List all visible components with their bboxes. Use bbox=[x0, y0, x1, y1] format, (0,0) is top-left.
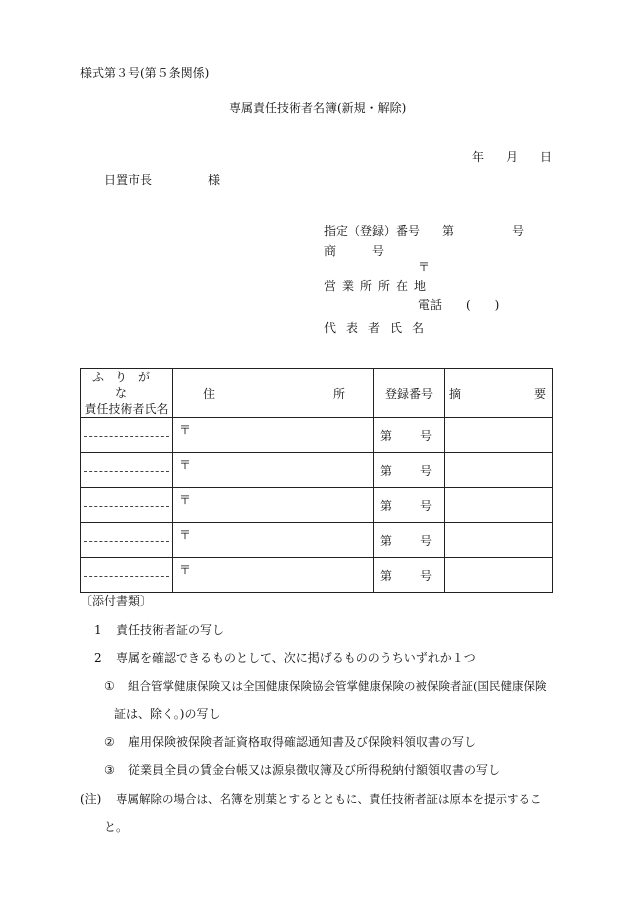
row-name-cell[interactable] bbox=[81, 523, 173, 558]
attachment-1-number: 1 bbox=[94, 623, 102, 637]
sub-item-1-text: 組合管掌健康保険又は全国健康保険協会管掌健康保険の被保険者証(国民健康保険 bbox=[128, 679, 547, 693]
table-row bbox=[81, 488, 553, 523]
attachment-2-number: 2 bbox=[94, 651, 102, 665]
header-address-right: 所 bbox=[332, 386, 345, 401]
row-remarks-cell[interactable] bbox=[445, 523, 553, 558]
sub-item-3-text: 従業員全員の賃金台帳又は源泉徴収簿及び所得税納付額領収書の写し bbox=[128, 763, 501, 777]
row-address-cell[interactable] bbox=[173, 488, 374, 523]
date-month: 月 bbox=[506, 150, 519, 164]
row-postal-mark: 〒 bbox=[179, 458, 192, 472]
table-row bbox=[81, 453, 553, 488]
attachment-1-text: 責任技術者証の写し bbox=[116, 623, 225, 637]
sub-item-1-text-cont: 証は、除く。)の写し bbox=[114, 707, 221, 721]
date-day: 日 bbox=[540, 150, 553, 164]
attachment-2-text: 専属を確認できるものとして、次に掲げるもののうちいずれか１つ bbox=[116, 651, 476, 665]
designation-prefix: 第 bbox=[442, 224, 455, 238]
table-row bbox=[81, 523, 553, 558]
row-remarks-cell[interactable] bbox=[445, 418, 553, 453]
row-num-suffix: 号 bbox=[419, 428, 432, 443]
header-name bbox=[81, 369, 173, 418]
attachments-heading: 〔添付書類〕 bbox=[80, 594, 153, 608]
row-regnum-cell[interactable] bbox=[374, 558, 445, 593]
table-row bbox=[81, 418, 553, 453]
note-label: (注) bbox=[80, 792, 102, 806]
header-remarks bbox=[445, 369, 553, 418]
row-address-cell[interactable] bbox=[173, 523, 374, 558]
phone-label: 電話 bbox=[418, 298, 443, 312]
date-year: 年 bbox=[472, 150, 485, 164]
table-row bbox=[81, 558, 553, 593]
row-remarks-cell[interactable] bbox=[445, 488, 553, 523]
row-regnum-cell[interactable] bbox=[374, 488, 445, 523]
row-name-cell[interactable] bbox=[81, 488, 173, 523]
row-postal-mark: 〒 bbox=[179, 493, 192, 507]
trade-name-label: 商 号 bbox=[324, 244, 385, 258]
header-engineer-name: 責任技術者氏名 bbox=[84, 402, 169, 416]
office-address-label: 営業所所在地 bbox=[324, 279, 433, 293]
form-title: 専属責任技術者名簿(新規・解除) bbox=[229, 101, 407, 115]
sub-item-3-number: ③ bbox=[104, 763, 115, 777]
header-remarks-right: 要 bbox=[533, 386, 546, 401]
phone-parens: ( ) bbox=[466, 298, 500, 312]
row-postal-mark: 〒 bbox=[179, 423, 192, 437]
table-header-row bbox=[81, 369, 553, 418]
row-remarks-cell[interactable] bbox=[445, 558, 553, 593]
row-name-cell[interactable] bbox=[81, 453, 173, 488]
row-num-prefix: 第 bbox=[380, 463, 393, 478]
designation-label: 指定（登録）番号 bbox=[324, 224, 421, 238]
representative-label: 代表者氏名 bbox=[324, 321, 435, 335]
row-regnum-cell[interactable] bbox=[374, 453, 445, 488]
row-remarks-cell[interactable] bbox=[445, 453, 553, 488]
addressee-honorific: 様 bbox=[208, 173, 221, 187]
row-num-suffix: 号 bbox=[419, 463, 432, 478]
addressee-name: 日置市長 bbox=[104, 173, 153, 187]
form-number: 様式第３号(第５条関係) bbox=[80, 66, 210, 80]
header-remarks-left: 摘 bbox=[449, 386, 462, 401]
row-num-prefix: 第 bbox=[380, 498, 393, 513]
row-regnum-cell[interactable] bbox=[374, 523, 445, 558]
row-num-prefix: 第 bbox=[380, 428, 393, 443]
sub-item-2-text: 雇用保険被保険者証資格取得確認通知書及び保険料領収書の写し bbox=[128, 735, 477, 749]
note-text-cont: と。 bbox=[104, 820, 129, 834]
header-regnum: 登録番号 bbox=[374, 369, 445, 418]
sub-item-2-number: ② bbox=[104, 735, 115, 749]
header-furigana: ふりがな bbox=[91, 370, 161, 400]
row-num-prefix: 第 bbox=[380, 533, 393, 548]
postal-mark: 〒 bbox=[418, 260, 431, 274]
row-name-cell[interactable] bbox=[81, 558, 173, 593]
row-address-cell[interactable] bbox=[173, 418, 374, 453]
row-name-cell[interactable] bbox=[81, 418, 173, 453]
row-postal-mark: 〒 bbox=[179, 528, 192, 542]
row-address-cell[interactable] bbox=[173, 558, 374, 593]
header-address-left: 住 bbox=[203, 386, 216, 401]
register-table bbox=[80, 368, 553, 593]
note-text: 専属解除の場合は、名簿を別葉とするとともに、責任技術者証は原本を提示するこ bbox=[116, 792, 542, 806]
designation-suffix: 号 bbox=[512, 224, 525, 238]
sub-item-1-number: ① bbox=[104, 679, 115, 693]
row-num-suffix: 号 bbox=[419, 568, 432, 583]
row-num-suffix: 号 bbox=[419, 498, 432, 513]
row-address-cell[interactable] bbox=[173, 453, 374, 488]
row-regnum-cell[interactable] bbox=[374, 418, 445, 453]
row-num-suffix: 号 bbox=[419, 533, 432, 548]
row-num-prefix: 第 bbox=[380, 568, 393, 583]
header-address bbox=[173, 369, 374, 418]
row-postal-mark: 〒 bbox=[179, 563, 192, 577]
